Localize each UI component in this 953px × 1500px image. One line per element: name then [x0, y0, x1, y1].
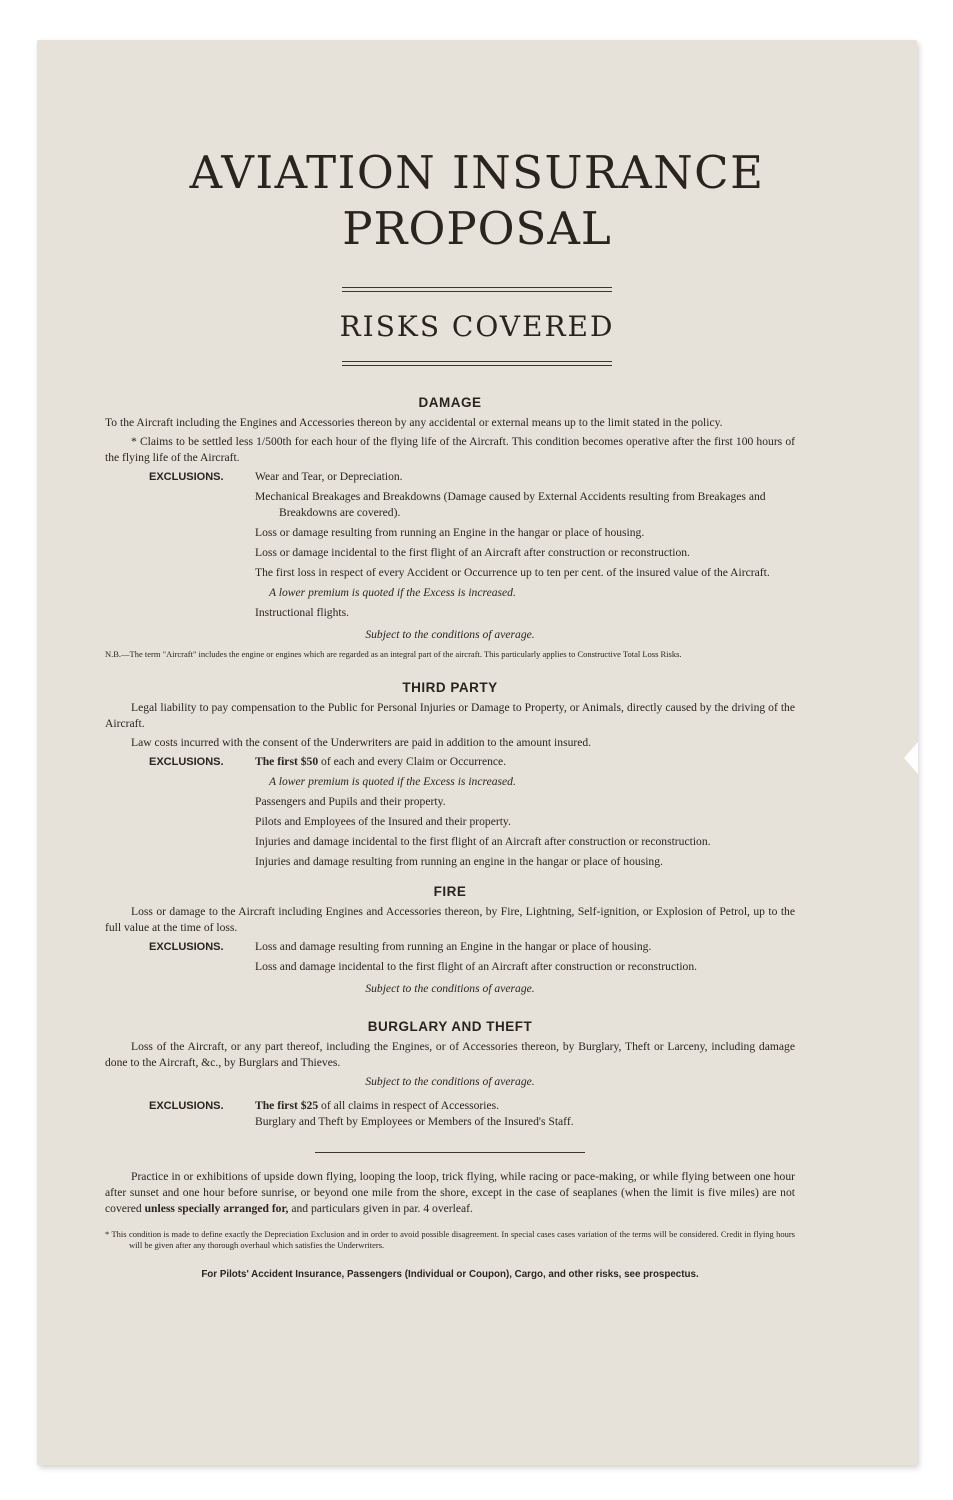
average-note: Subject to the conditions of average. [365, 982, 535, 995]
exclusion-item: Loss and damage resulting from running an Engine in the hangar or place of housing. [255, 940, 652, 953]
premium-note: A lower premium is quoted if the Excess is increased. [269, 586, 516, 599]
first-amount: The first $25 [255, 1099, 319, 1112]
average-note: Subject to the conditions of average. [365, 628, 535, 641]
damage-section [105, 395, 795, 660]
burglary-section [105, 1019, 795, 1134]
footer-note: For Pilots' Accident Insurance, Passengers (Individual or Coupon), Cargo, and other risks, see prospectus. [201, 1269, 699, 1280]
average-note: Subject to the conditions of average. [365, 1075, 535, 1088]
third-party-para-2: Law costs incurred with the consent of the Underwriters are paid in addition to the amount insured. [131, 736, 592, 749]
footnote: * This condition is made to define exactly the Depreciation Exclusion and in order to avoid possible disagreement. In special cases cases variation of the terms will be considered. Credit in flying hours will be given after any thorough overhaul which satisfies the Underwriters. [105, 1229, 795, 1250]
exclusion-item: Burglary and Theft by Employees or Members of the Insured's Staff. [255, 1115, 574, 1128]
practice-paragraph [105, 1169, 795, 1217]
damage-heading: DAMAGE [418, 395, 482, 410]
section-divider [315, 1152, 585, 1153]
exclusion-item: Instructional flights. [255, 606, 350, 619]
damage-exclusions [105, 469, 795, 625]
exclusion-item: Loss and damage incidental to the first flight of an Aircraft after construction or reconstruction. [255, 960, 698, 973]
damage-para-2: * Claims to be settled less 1/500th for each hour of the flying life of the Aircraft. This condition becomes operative after the first 100 hours of the flying life of the Aircraft. [105, 435, 795, 464]
top-double-rule [342, 287, 612, 292]
practice-bold-text: unless specially arranged for, [141, 1202, 289, 1215]
exclusions-label: EXCLUSIONS. [149, 1100, 224, 1112]
fire-exclusions [105, 939, 795, 979]
third-party-section [105, 680, 795, 874]
exclusions-label: EXCLUSIONS. [149, 756, 224, 768]
exclusion-item: Loss or damage incidental to the first flight of an Aircraft after construction or reconstruction. [255, 546, 690, 559]
damage-para-1: To the Aircraft including the Engines and Accessories thereon by any accidental or external means up to the limit stated in the policy. [105, 416, 723, 429]
fire-section [105, 884, 795, 997]
first-amount: The first $50 [255, 755, 319, 768]
exclusion-item: Pilots and Employees of the Insured and their property. [255, 815, 511, 828]
bottom-double-rule [342, 361, 612, 366]
exclusion-item: Passengers and Pupils and their property. [255, 795, 446, 808]
third-party-exclusions [105, 754, 795, 874]
first-amount-rest: of each and every Claim or Occurrence. [318, 755, 507, 768]
exclusion-item: Mechanical Breakages and Breakdowns (Damage caused by External Accidents resulting from Breakages and Breakdowns are covered). [255, 490, 766, 519]
body [105, 395, 795, 1286]
first-amount-rest: of all claims in respect of Accessories. [318, 1099, 500, 1112]
practice-text: Practice in or exhibitions of upside down flying, looping the loop, trick flying, while racing or pace-making, or while flying between one hour after sunset and one hour before sunrise, or beyond one mile from the shore, except in the case of seaplanes (when the limit is five miles) are not covered [105, 1170, 795, 1215]
premium-note: A lower premium is quoted if the Excess is increased. [269, 775, 516, 788]
exclusion-item: Injuries and damage resulting from running an engine in the hangar or place of housing. [255, 855, 663, 868]
subtitle: RISKS COVERED [339, 310, 615, 343]
exclusion-item [255, 754, 795, 770]
exclusions-label: EXCLUSIONS. [149, 471, 224, 483]
fire-heading: FIRE [433, 884, 467, 899]
exclusion-item: The first loss in respect of every Accident or Occurrence up to ten per cent. of the insured value of the Aircraft. [255, 566, 770, 579]
title-line-2: PROPOSAL [342, 202, 612, 255]
practice-end-text: and particulars given in par. 4 overleaf. [288, 1202, 473, 1215]
exclusion-item: Loss or damage resulting from running an Engine in the hangar or place of housing. [255, 526, 645, 539]
nb-note: N.B.—The term "Aircraft" includes the engine or engines which are regarded as an integral part of the aircraft. This particularly applies to Constructive Total Loss Risks. [105, 649, 682, 659]
title-line-1: AVIATION INSURANCE [189, 146, 765, 199]
burglary-para-1: Loss of the Aircraft, or any part thereof, including the Engines, or of Accessories thereon, by Burglary, Theft or Larceny, including damage done to the Aircraft, &c., by Burglars and Thieves. [105, 1040, 795, 1069]
header [37, 145, 917, 366]
burglary-heading: BURGLARY AND THEFT [367, 1019, 533, 1034]
paper-tear [904, 742, 918, 774]
third-party-para-1: Legal liability to pay compensation to the Public for Personal Injuries or Damage to Property, or Animals, directly caused by the driving of the Aircraft. [105, 701, 795, 730]
fire-para-1: Loss or damage to the Aircraft including Engines and Accessories thereon, by Fire, Lightning, Self-ignition, or Explosion of Petrol, up to the full value at the time of loss. [105, 905, 795, 934]
exclusion-item [255, 1098, 795, 1114]
exclusion-item: Injuries and damage incidental to the first flight of an Aircraft after construction or reconstruction. [255, 835, 711, 848]
exclusion-item: Wear and Tear, or Depreciation. [255, 470, 403, 483]
third-party-heading: THIRD PARTY [402, 680, 498, 695]
exclusions-label: EXCLUSIONS. [149, 941, 224, 953]
burglary-exclusions [105, 1098, 795, 1134]
